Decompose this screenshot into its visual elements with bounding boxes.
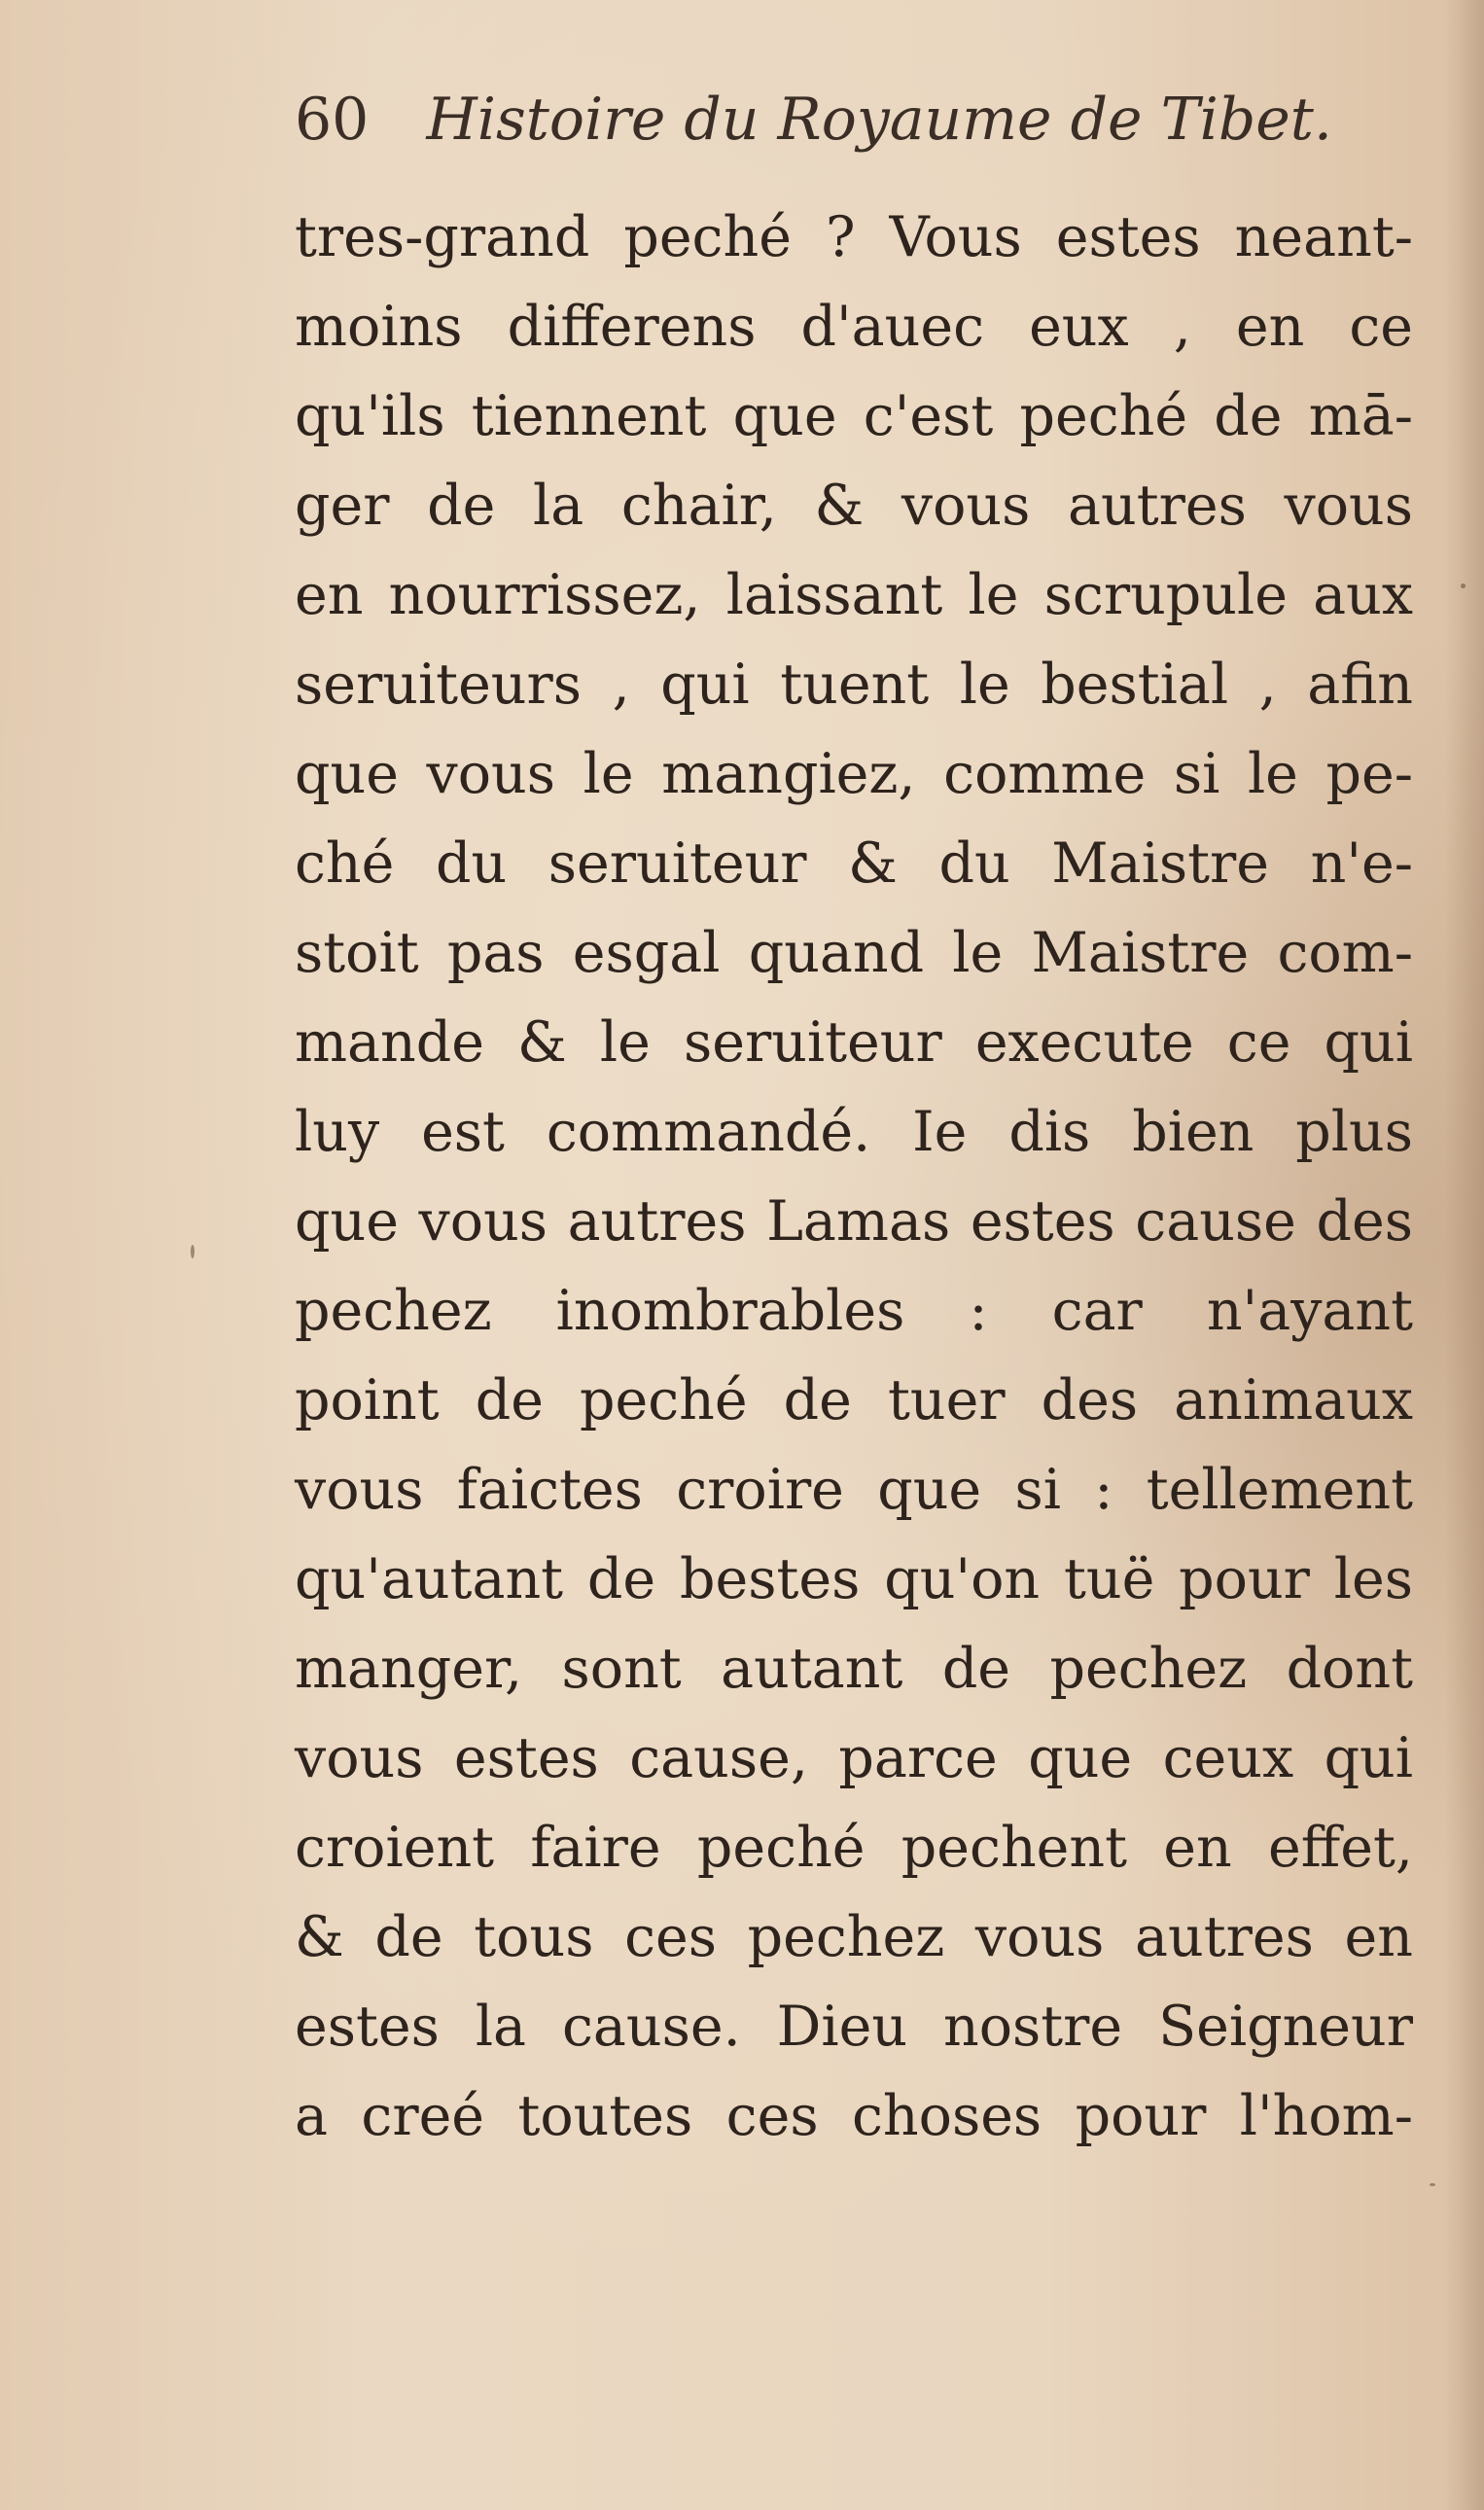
- text-line: seruiteurs , qui tuent le bestial , afin: [295, 653, 1413, 717]
- body-text: [295, 193, 1413, 2161]
- text-line: & de tous ces pechez vous autres en: [295, 1905, 1413, 1969]
- paper-speck: [1430, 2183, 1435, 2186]
- text-line: vous faictes croire que si : tellement: [295, 1458, 1413, 1522]
- running-head: [295, 86, 1413, 173]
- text-line: mande & le seruiteur execute ce qui: [295, 1010, 1413, 1075]
- text-line: stoit pas esgal quand le Maistre com-: [295, 921, 1413, 985]
- text-line: luy est commandé. Ie dis bien plus: [295, 1100, 1413, 1164]
- page-edge-shadow: [1445, 0, 1484, 2510]
- text-line: point de peché de tuer des animaux: [295, 1368, 1413, 1432]
- text-line: qu'ils tiennent que c'est peché de mā-: [295, 384, 1413, 448]
- running-title: Histoire du Royaume de Tibet.: [426, 86, 1332, 154]
- text-line: en nourrissez, laissant le scrupule aux: [295, 563, 1413, 627]
- text-line: moins differens d'auec eux , en ce: [295, 295, 1413, 359]
- text-line: que vous autres Lamas estes cause des: [295, 1189, 1413, 1254]
- text-line: ché du seruiteur & du Maistre n'e-: [295, 831, 1413, 896]
- text-line: pechez inombrables : car n'ayant: [295, 1279, 1413, 1343]
- text-line: vous estes cause, parce que ceux qui: [295, 1726, 1413, 1790]
- text-line: a creé toutes ces choses pour l'hom-: [295, 2084, 1413, 2148]
- page-number: 60: [295, 86, 370, 154]
- paper-speck: [1461, 583, 1466, 588]
- text-line: croient faire peché pechent en effet,: [295, 1816, 1413, 1880]
- text-line: estes la cause. Dieu nostre Seigneur: [295, 1995, 1413, 2059]
- text-line: manger, sont autant de pechez dont: [295, 1637, 1413, 1701]
- text-line: ger de la chair, & vous autres vous: [295, 474, 1413, 538]
- text-line: qu'autant de bestes qu'on tuë pour les: [295, 1547, 1413, 1611]
- text-line: que vous le mangiez, comme si le pe-: [295, 742, 1413, 806]
- text-line: tres-grand peché ? Vous estes neant-: [295, 205, 1413, 269]
- paper-speck: [191, 1245, 194, 1258]
